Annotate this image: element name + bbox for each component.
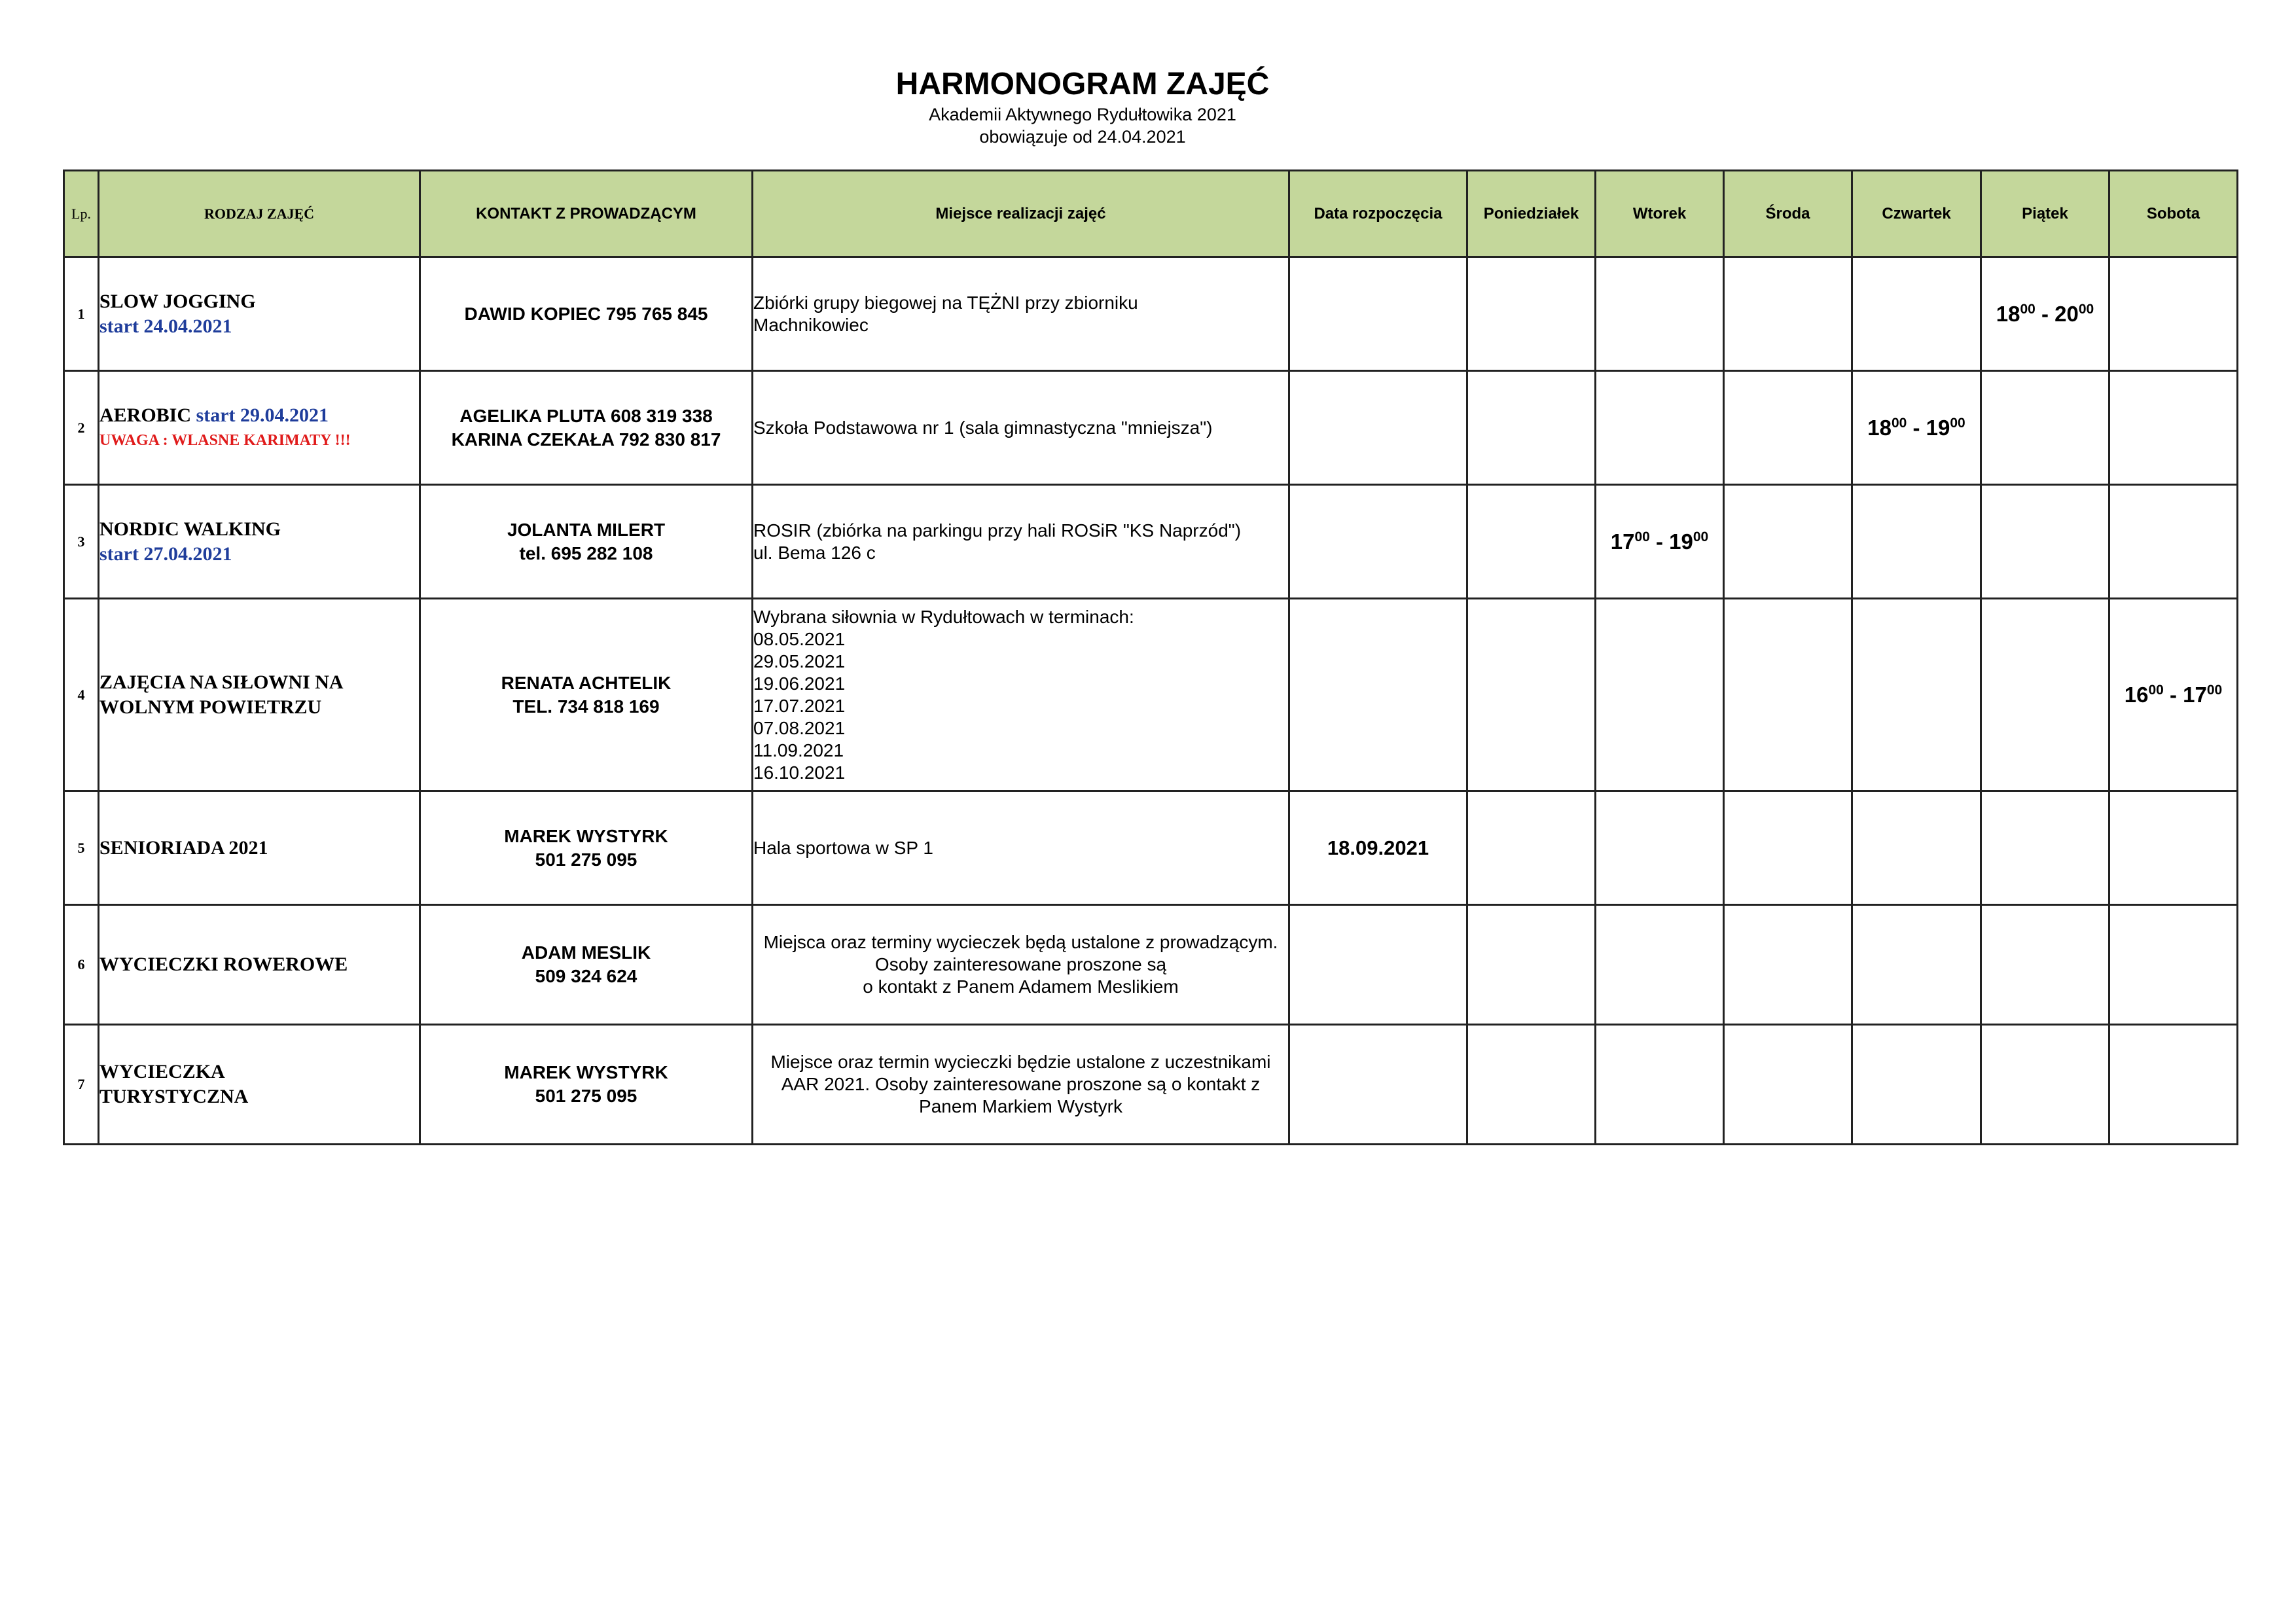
time-from-minute: 00	[2148, 682, 2164, 698]
table-row	[64, 1025, 2238, 1145]
activity-name: SENIORIADA 2021	[99, 836, 268, 859]
column-header-contact: KONTAKT Z PROWADZĄCYM	[420, 171, 753, 257]
contact-line: 501 275 095	[535, 1086, 637, 1106]
location-line: Miejsca oraz terminy wycieczek będą ustalone z prowadzącym.	[763, 932, 1278, 952]
activity-location	[753, 371, 1289, 485]
instructor-contact	[420, 599, 753, 791]
time-to-hour: 17	[2183, 682, 2207, 707]
thursday-cell	[1852, 791, 1981, 905]
schedule-table	[63, 169, 2238, 1145]
location-line: Szkoła Podstawowa nr 1 (sala gimnastyczna "mniejsza")	[753, 417, 1213, 438]
tuesday-cell	[1596, 257, 1724, 371]
saturday-cell	[2109, 257, 2238, 371]
row-number: 6	[64, 905, 99, 1025]
activity-location	[753, 1025, 1289, 1145]
page-subtitle: Akademii Aktywnego Rydułtowika 2021	[929, 105, 1236, 124]
start-date-cell	[1289, 905, 1467, 1025]
saturday-cell	[2109, 599, 2238, 791]
location-line: Osoby zainteresowane proszone są	[874, 954, 1167, 974]
instructor-contact	[420, 257, 753, 371]
tuesday-cell	[1596, 791, 1724, 905]
activity-start-note: start 24.04.2021	[99, 315, 232, 337]
activity-type	[99, 485, 420, 599]
activity-location	[753, 791, 1289, 905]
saturday-cell	[2109, 1025, 2238, 1145]
activity-type	[99, 371, 420, 485]
saturday-cell	[2109, 905, 2238, 1025]
time-separator: -	[1649, 529, 1670, 554]
table-row	[64, 905, 2238, 1025]
table-row	[64, 257, 2238, 371]
time-from-minute: 00	[2020, 301, 2036, 317]
column-header-start-date: Data rozpoczęcia	[1289, 171, 1467, 257]
thursday-cell	[1852, 599, 1981, 791]
location-line: Machnikowiec	[753, 314, 869, 335]
activity-name: NORDIC WALKING	[99, 518, 281, 540]
contact-line: JOLANTA MILERT	[507, 519, 666, 540]
friday-cell	[1981, 1025, 2109, 1145]
contact-line: MAREK WYSTYRK	[504, 825, 668, 846]
wednesday-cell	[1724, 1025, 1852, 1145]
location-date: 16.10.2021	[753, 762, 846, 783]
instructor-contact	[420, 485, 753, 599]
location-line: Miejsce oraz termin wycieczki będzie ustalone z uczestnikami	[770, 1052, 1271, 1072]
start-date-cell	[1289, 599, 1467, 791]
column-header-friday: Piątek	[1981, 171, 2109, 257]
thursday-cell	[1852, 905, 1981, 1025]
location-line: ul. Bema 126 c	[753, 542, 876, 563]
activity-name: SLOW JOGGING	[99, 290, 256, 312]
location-line: ROSIR (zbiórka na parkingu przy hali ROSiR "KS Naprzód")	[753, 520, 1242, 541]
saturday-cell	[2109, 485, 2238, 599]
time-separator: -	[2035, 301, 2055, 326]
saturday-cell	[2109, 371, 2238, 485]
time-separator: -	[1907, 415, 1926, 440]
activity-type	[99, 1025, 420, 1145]
monday-cell	[1467, 257, 1596, 371]
tuesday-cell	[1596, 599, 1724, 791]
activity-type	[99, 599, 420, 791]
start-date-cell	[1289, 1025, 1467, 1145]
activity-name-line: ZAJĘCIA NA SIŁOWNI NA	[99, 671, 344, 693]
friday-cell	[1981, 371, 2109, 485]
friday-cell	[1981, 599, 2109, 791]
instructor-contact	[420, 791, 753, 905]
time-to-hour: 19	[1926, 415, 1950, 440]
activity-location	[753, 485, 1289, 599]
start-date-cell	[1289, 371, 1467, 485]
contact-line: tel. 695 282 108	[519, 543, 653, 563]
row-number: 4	[64, 599, 99, 791]
activity-name-line: TURYSTYCZNA	[99, 1086, 249, 1107]
time-from-minute: 00	[1891, 415, 1907, 431]
column-header-type: RODZAJ ZAJĘĆ	[99, 171, 420, 257]
instructor-contact	[420, 905, 753, 1025]
wednesday-cell	[1724, 905, 1852, 1025]
monday-cell	[1467, 1025, 1596, 1145]
contact-line: MAREK WYSTYRK	[504, 1062, 668, 1082]
saturday-cell	[2109, 791, 2238, 905]
activity-name: AEROBIC	[99, 404, 192, 426]
time-from-hour: 17	[1610, 529, 1635, 554]
location-date: 11.09.2021	[753, 740, 844, 760]
activity-start-note: start 27.04.2021	[99, 543, 232, 565]
header-row	[64, 171, 2238, 257]
column-header-monday: Poniedziałek	[1467, 171, 1596, 257]
location-date: 07.08.2021	[753, 717, 846, 738]
tuesday-cell	[1596, 1025, 1724, 1145]
monday-cell	[1467, 371, 1596, 485]
row-number: 2	[64, 371, 99, 485]
friday-cell	[1981, 905, 2109, 1025]
wednesday-cell	[1724, 791, 1852, 905]
friday-cell	[1981, 257, 2109, 371]
row-number: 1	[64, 257, 99, 371]
activity-type	[99, 905, 420, 1025]
activity-name-line: WOLNYM POWIETRZU	[99, 696, 322, 718]
location-date: 17.07.2021	[753, 695, 846, 716]
thursday-cell	[1852, 257, 1981, 371]
thursday-cell	[1852, 485, 1981, 599]
location-line: Hala sportowa w SP 1	[753, 837, 933, 858]
tuesday-cell	[1596, 905, 1724, 1025]
time-to-hour: 20	[2054, 301, 2079, 326]
location-line: Panem Markiem Wystyrk	[919, 1096, 1122, 1116]
time-from-hour: 18	[1996, 301, 2020, 326]
activity-name-line: WYCIECZKA	[99, 1061, 225, 1082]
activity-type	[99, 791, 420, 905]
contact-line: TEL. 734 818 169	[512, 696, 660, 717]
instructor-contact	[420, 1025, 753, 1145]
column-header-wednesday: Środa	[1724, 171, 1852, 257]
tuesday-cell	[1596, 485, 1724, 599]
table-row	[64, 485, 2238, 599]
row-number: 5	[64, 791, 99, 905]
page-title: HARMONOGRAM ZAJĘĆ	[895, 67, 1270, 101]
monday-cell	[1467, 485, 1596, 599]
time-from-minute: 00	[1634, 529, 1650, 544]
activity-name: WYCIECZKI ROWEROWE	[99, 954, 348, 975]
column-header-tuesday: Wtorek	[1596, 171, 1724, 257]
location-line: o kontakt z Panem Adamem Meslikiem	[863, 976, 1179, 997]
table-row	[64, 371, 2238, 485]
thursday-cell	[1852, 1025, 1981, 1145]
activity-warning: UWAGA : WLASNE KARIMATY !!!	[99, 431, 351, 449]
contact-line: ADAM MESLIK	[521, 942, 651, 963]
contact-line: KARINA CZEKAŁA 792 830 817	[451, 429, 721, 450]
start-date-cell	[1289, 257, 1467, 371]
contact-line: DAWID KOPIEC 795 765 845	[464, 303, 708, 324]
activity-location	[753, 905, 1289, 1025]
thursday-cell	[1852, 371, 1981, 485]
instructor-contact	[420, 371, 753, 485]
start-date-cell: 18.09.2021	[1289, 791, 1467, 905]
activity-location	[753, 257, 1289, 371]
table-row	[64, 599, 2238, 791]
time-from-hour: 18	[1867, 415, 1892, 440]
column-header-lp: Lp.	[64, 171, 99, 257]
contact-line: AGELIKA PLUTA 608 319 338	[459, 405, 713, 426]
friday-cell	[1981, 485, 2109, 599]
time-to-minute: 00	[2078, 301, 2094, 317]
location-line: Zbiórki grupy biegowej na TĘŻNI przy zbiorniku	[753, 292, 1138, 313]
location-line: Wybrana siłownia w Rydułtowach w terminach:	[753, 606, 1134, 627]
monday-cell	[1467, 791, 1596, 905]
activity-location	[753, 599, 1289, 791]
location-date: 19.06.2021	[753, 673, 846, 694]
location-date: 29.05.2021	[753, 651, 846, 671]
document-header	[0, 65, 2165, 148]
time-to-minute: 00	[2206, 682, 2223, 698]
contact-line: 501 275 095	[535, 849, 637, 870]
time-to-hour: 19	[1669, 529, 1693, 554]
friday-cell	[1981, 791, 2109, 905]
time-separator: -	[2163, 682, 2183, 707]
time-from-hour: 16	[2124, 682, 2149, 707]
activity-start-note: start 29.04.2021	[196, 404, 329, 426]
monday-cell	[1467, 905, 1596, 1025]
wednesday-cell	[1724, 599, 1852, 791]
tuesday-cell	[1596, 371, 1724, 485]
monday-cell	[1467, 599, 1596, 791]
validity-note: obowiązuje od 24.04.2021	[979, 127, 1186, 147]
contact-line: 509 324 624	[535, 966, 637, 986]
wednesday-cell	[1724, 257, 1852, 371]
row-number: 3	[64, 485, 99, 599]
location-date: 08.05.2021	[753, 628, 846, 649]
table-row	[64, 791, 2238, 905]
time-to-minute: 00	[1950, 415, 1965, 431]
column-header-saturday: Sobota	[2109, 171, 2238, 257]
column-header-place: Miejsce realizacji zajęć	[753, 171, 1289, 257]
contact-line: RENATA ACHTELIK	[501, 672, 672, 693]
wednesday-cell	[1724, 485, 1852, 599]
location-line: AAR 2021. Osoby zainteresowane proszone są o kontakt z	[781, 1074, 1261, 1094]
wednesday-cell	[1724, 371, 1852, 485]
activity-type	[99, 257, 420, 371]
row-number: 7	[64, 1025, 99, 1145]
column-header-thursday: Czwartek	[1852, 171, 1981, 257]
time-to-minute: 00	[1693, 529, 1709, 544]
start-date-cell	[1289, 485, 1467, 599]
